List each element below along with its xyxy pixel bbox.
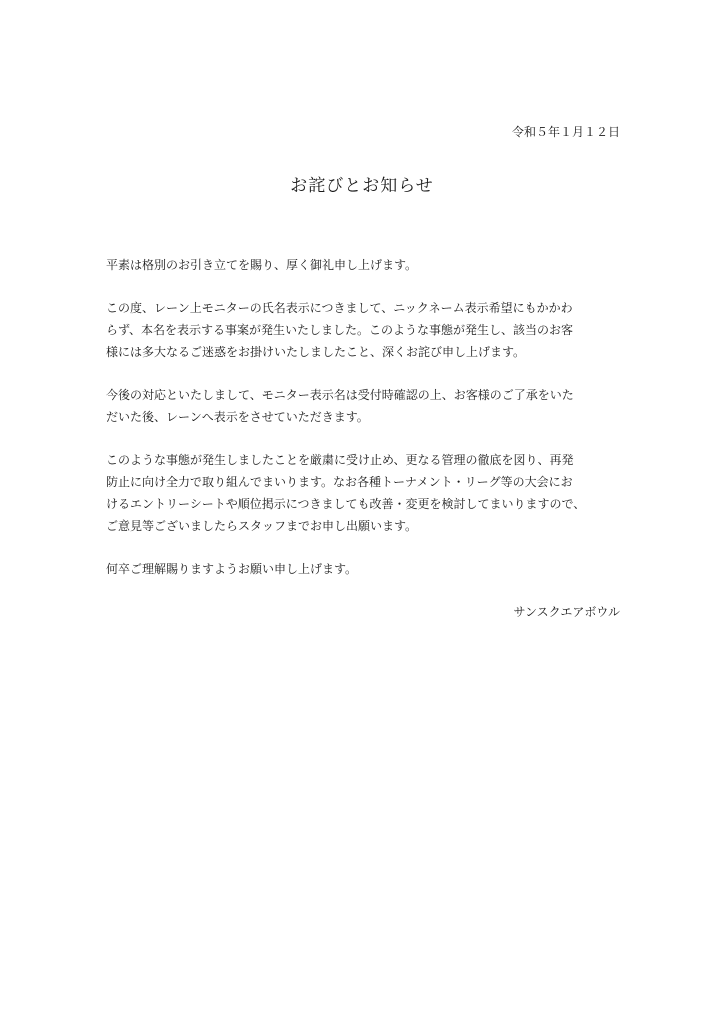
paragraph-line: 平素は格別のお引き立てを賜り、厚く御礼申し上げます。	[106, 258, 418, 272]
paragraph-line: 様には多大なるご迷惑をお掛けいたしましたこと、深くお詫び申し上げます。	[106, 345, 526, 359]
paragraph-response	[106, 384, 626, 428]
paragraph-incident	[106, 297, 626, 363]
notice-date: 令和５年１月１２日	[511, 125, 620, 139]
notice-body	[106, 254, 626, 601]
paragraph-line: この度、レーン上モニターの氏名表示につきまして、ニックネーム表示希望にもかかわ	[106, 301, 573, 315]
paragraph-line: 今後の対応といたしまして、モニター表示名は受付時確認の上、お客様のご了承をいた	[106, 388, 574, 402]
paragraph-line: だいた後、レーンへ表示をさせていただきます。	[106, 410, 369, 424]
paragraph-line: ご意見等ございましたらスタッフまでお申し出願います。	[106, 519, 418, 533]
paragraph-greeting	[106, 254, 626, 276]
notice-title: お詫びとお知らせ	[290, 176, 434, 196]
paragraph-prevention	[106, 449, 626, 537]
paragraph-line: けるエントリーシートや順位掲示につきましても改善・変更を検討してまいりますので、	[106, 497, 586, 511]
paragraph-line: 何卒ご理解賜りますようお願い申し上げます。	[106, 562, 358, 576]
notice-signature: サンスクエアボウル	[513, 605, 620, 619]
paragraph-line: らず、本名を表示する事案が発生いたしました。このような事態が発生し、該当のお客	[106, 323, 574, 337]
paragraph-line: このような事態が発生しましたことを厳粛に受け止め、更なる管理の徹底を図り、再発	[106, 453, 574, 467]
paragraph-closing	[106, 558, 626, 580]
paragraph-line: 防止に向け全力で取り組んでまいります。なお各種トーナメント・リーグ等の大会にお	[106, 475, 573, 489]
